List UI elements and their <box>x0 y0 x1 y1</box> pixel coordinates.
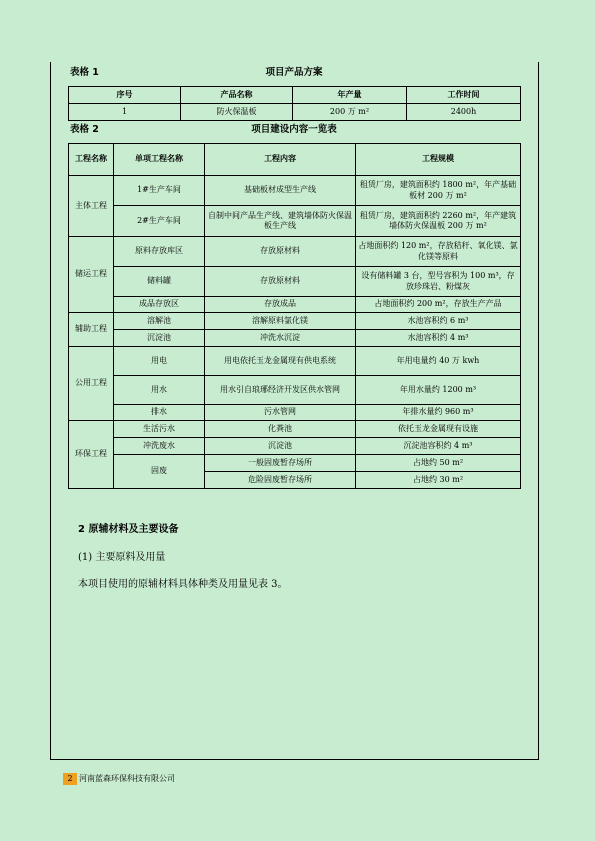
table-cell: 存放成品 <box>205 297 356 313</box>
group-cell-aux: 辅助工程 <box>69 313 114 347</box>
table-cell: 沉淀池 <box>114 330 205 347</box>
table2-title: 项目建设内容一览表 <box>251 124 337 135</box>
table-cell: 占地约 50 m² <box>356 455 521 472</box>
construction-content-table <box>68 143 521 489</box>
table-cell: 年用电量约 40 万 kwh <box>356 347 521 376</box>
table-cell: 冲洗废水 <box>114 438 205 455</box>
group-cell-main: 主体工程 <box>69 176 114 237</box>
table-cell: 水池容积约 4 m³ <box>356 330 521 347</box>
section-heading: 2 原辅材料及主要设备 <box>78 524 179 535</box>
group-cell-utility: 公用工程 <box>69 347 114 421</box>
table2-caption <box>68 121 520 139</box>
table-row <box>69 237 521 267</box>
footer-company: 河南蓝森环保科技有限公司 <box>79 774 175 783</box>
header-cell: 工作时间 <box>407 87 521 104</box>
table-cell: 防火保温板 <box>181 104 293 121</box>
group-cell-storage: 储运工程 <box>69 237 114 313</box>
table-cell: 生活污水 <box>114 421 205 438</box>
table-row <box>69 455 521 472</box>
header-cell: 序号 <box>69 87 181 104</box>
table1-label: 表格 1 <box>70 67 99 78</box>
table-row <box>69 206 521 237</box>
table-row <box>69 297 521 313</box>
table-cell: 沉淀池 <box>205 438 356 455</box>
table-cell: 自制中间产品生产线、建筑墙体防火保温板生产线 <box>205 206 356 237</box>
table-cell: 溶解池 <box>114 313 205 330</box>
table-cell: 一般固废暂存场所 <box>205 455 356 472</box>
table-row <box>69 438 521 455</box>
table-row <box>69 405 521 421</box>
table-cell: 冲洗水沉淀 <box>205 330 356 347</box>
header-cell: 单项工程名称 <box>114 144 205 176</box>
table-row <box>69 330 521 347</box>
table-row <box>69 104 521 121</box>
table-cell: 1 <box>69 104 181 121</box>
table-row <box>69 313 521 330</box>
header-cell: 工程规模 <box>356 144 521 176</box>
header-cell: 工程内容 <box>205 144 356 176</box>
table-cell: 基础板材成型生产线 <box>205 176 356 206</box>
table-cell: 1#生产车间 <box>114 176 205 206</box>
header-cell: 年产量 <box>293 87 407 104</box>
header-cell: 产品名称 <box>181 87 293 104</box>
table-cell: 存放原材料 <box>205 267 356 297</box>
table-cell: 设有储料罐 3 台，型号容积为 100 m³，存放珍珠岩、粉煤灰 <box>356 267 521 297</box>
table-row <box>69 176 521 206</box>
table-cell: 危险固废暂存场所 <box>205 472 356 489</box>
table-cell: 存放原材料 <box>205 237 356 267</box>
table-cell: 用电依托玉龙金属现有供电系统 <box>205 347 356 376</box>
table-cell: 2#生产车间 <box>114 206 205 237</box>
table-row <box>69 347 521 376</box>
table-header-row <box>69 144 521 176</box>
table-cell: 年用水量约 1200 m³ <box>356 376 521 405</box>
table-cell: 原料存放库区 <box>114 237 205 267</box>
table-cell: 依托玉龙金属现有设施 <box>356 421 521 438</box>
header-cell: 工程名称 <box>69 144 114 176</box>
table2-label: 表格 2 <box>70 124 99 135</box>
table-header-row <box>69 87 521 104</box>
table-cell: 占地面积约 200 m²，存放生产产品 <box>356 297 521 313</box>
table-cell: 占地面积约 120 m²，存放秸秆、氧化镁、氯化镁等原料 <box>356 237 521 267</box>
table-cell: 2400h <box>407 104 521 121</box>
table-cell: 用水 <box>114 376 205 405</box>
table-cell: 用电 <box>114 347 205 376</box>
table-cell: 租赁厂房，建筑面积约 2260 m²，年产建筑墙体防火保温板 200 万 m² <box>356 206 521 237</box>
table-cell: 用水引自琅琊经济开发区供水管网 <box>205 376 356 405</box>
page-number: 2 <box>63 773 77 785</box>
table-cell: 水池容积约 6 m³ <box>356 313 521 330</box>
product-plan-table <box>68 86 521 121</box>
table-cell: 沉淀池容积约 4 m³ <box>356 438 521 455</box>
table-cell: 成品存放区 <box>114 297 205 313</box>
table-row <box>69 267 521 297</box>
table-cell: 年排水量约 960 m³ <box>356 405 521 421</box>
table-cell: 储料罐 <box>114 267 205 297</box>
table-row <box>69 421 521 438</box>
table1-title: 项目产品方案 <box>265 67 323 78</box>
group-cell-env: 环保工程 <box>69 421 114 489</box>
table-cell: 固废 <box>114 455 205 489</box>
table-cell: 200 万 m² <box>293 104 407 121</box>
table-cell: 化粪池 <box>205 421 356 438</box>
table-cell: 排水 <box>114 405 205 421</box>
table-row <box>69 376 521 405</box>
table-cell: 溶解原料氯化镁 <box>205 313 356 330</box>
subsection-heading: (1) 主要原料及用量 <box>78 552 166 563</box>
table1-caption <box>68 64 520 82</box>
table-cell: 污水管网 <box>205 405 356 421</box>
table-cell: 租赁厂房，建筑面积约 1800 m²，年产基础板材 200 万 m² <box>356 176 521 206</box>
table-cell: 占地约 30 m² <box>356 472 521 489</box>
body-paragraph: 本项目使用的原辅材料具体种类及用量见表 3。 <box>78 579 288 590</box>
